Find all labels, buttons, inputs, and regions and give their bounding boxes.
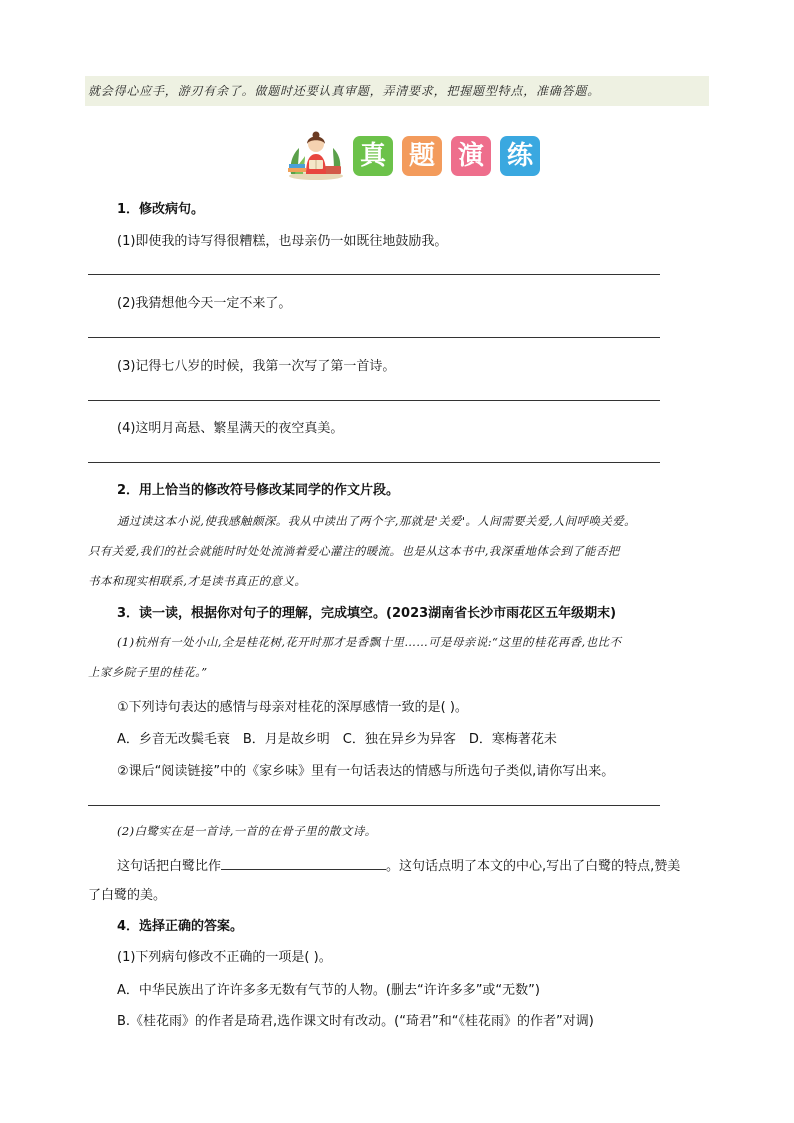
q1-title: 1．修改病句。 bbox=[117, 202, 205, 217]
q1-item-4: (4)这明月高悬、繁星满天的夜空真美。 bbox=[117, 421, 344, 436]
q2-passage-line-2: 只有关爱,我们的社会就能时时处处流淌着爱心灌注的暖流。也是从这本书中,我深重地体会到了能否把 bbox=[88, 544, 620, 558]
header-char-yan: 演 bbox=[451, 136, 491, 176]
answer-line bbox=[88, 462, 660, 463]
answer-line bbox=[88, 805, 660, 806]
q3-passage-2: (2)白鹭实在是一首诗,一首的在骨子里的散文诗。 bbox=[117, 824, 377, 838]
answer-line bbox=[88, 400, 660, 401]
q4-stem: (1)下列病句修改不正确的一项是( )。 bbox=[117, 950, 332, 965]
q4-title: 4．选择正确的答案。 bbox=[117, 919, 244, 934]
q3-fill-before: 这句话把白鹭比作 bbox=[117, 859, 222, 874]
fill-blank[interactable] bbox=[221, 857, 386, 870]
answer-line bbox=[88, 337, 660, 338]
q3-passage-line-2: 上家乡院子里的桂花。” bbox=[88, 665, 208, 679]
q3-fill-after: 。这句话点明了本文的中心,写出了白鹭的特点,赞美 bbox=[386, 859, 681, 874]
q2-passage-line-3: 书本和现实相联系,才是读书真正的意义。 bbox=[88, 574, 307, 588]
section-header bbox=[285, 130, 545, 182]
q3-sub-question-2: ②课后“阅读链接”中的《家乡味》里有一句话表达的情感与所选句子类似,请你写出来。 bbox=[117, 764, 615, 779]
header-char-zhen: 真 bbox=[353, 136, 393, 176]
q3-sub-question-1: ①下列诗句表达的感情与母亲对桂花的深厚感情一致的是( )。 bbox=[117, 700, 468, 715]
q3-fill-line-2: 了白鹭的美。 bbox=[88, 888, 167, 903]
answer-line bbox=[88, 274, 660, 275]
q3-passage-line-1: (1)杭州有一处小山,全是桂花树,花开时那才是香飘十里……可是母亲说:“这里的桂花再香,也比不 bbox=[117, 635, 622, 649]
q3-options: A．乡音无改鬓毛衰 B．月是故乡明 C．独在异乡为异客 D．寒梅著花未 bbox=[117, 732, 557, 747]
q3-title: 3．读一读，根据你对句子的理解，完成填空。(2023湖南省长沙市雨花区五年级期末) bbox=[117, 606, 617, 621]
q1-item-1: (1)即使我的诗写得很糟糕，也母亲仍一如既往地鼓励我。 bbox=[117, 234, 448, 249]
header-char-ti: 题 bbox=[402, 136, 442, 176]
tip-banner-text: 就会得心应手，游刃有余了。做题时还要认真审题，弄清要求，把握题型特点，准确答题。 bbox=[88, 84, 601, 98]
header-char-lian: 练 bbox=[500, 136, 540, 176]
q4-option-a: A．中华民族出了许许多多无数有气节的人物。(删去“许许多多”或“无数”) bbox=[117, 983, 540, 998]
q2-title: 2．用上恰当的修改符号修改某同学的作文片段。 bbox=[117, 483, 400, 498]
q4-option-b: B.《桂花雨》的作者是琦君,选作课文时有改动。(“琦君”和“《桂花雨》的作者”对调) bbox=[117, 1014, 594, 1029]
q1-item-2: (2)我猜想他今天一定不来了。 bbox=[117, 296, 292, 311]
q1-item-3: (3)记得七八岁的时候，我第一次写了第一首诗。 bbox=[117, 359, 396, 374]
girl-reading-icon bbox=[285, 130, 347, 182]
q2-passage-line-1: 通过读这本小说,使我感触颇深。我从中读出了两个字,那就是'关爱'。人间需要关爱,人间呼唤关爱。 bbox=[117, 514, 637, 528]
q3-fill-sentence bbox=[117, 855, 680, 874]
